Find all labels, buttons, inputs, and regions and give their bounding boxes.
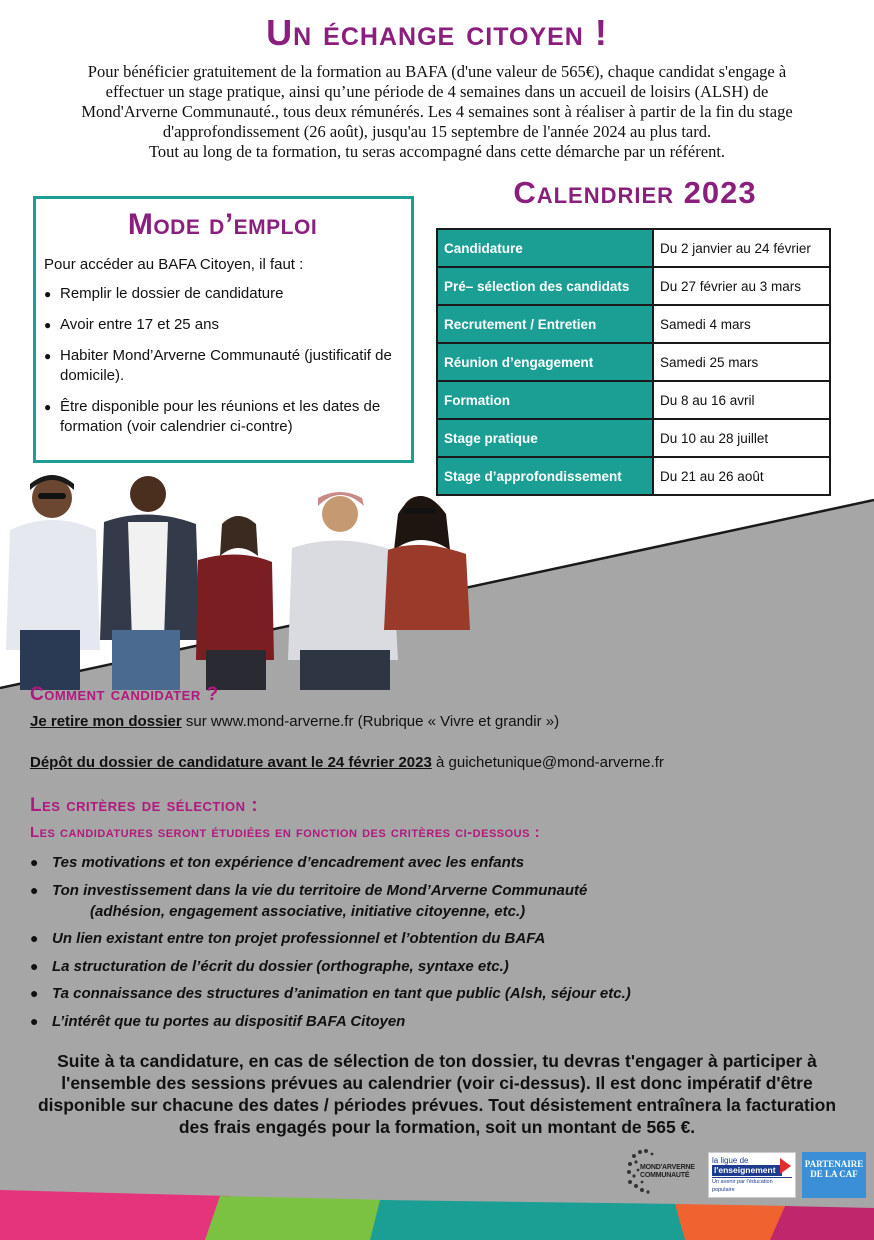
intro-line: d'approfondissement (26 août), jusqu'au 15 septembre de l'année 2024 au plus tard. (162, 122, 712, 141)
depot-dossier-line (30, 754, 664, 771)
list-item-text: Ta connaissance des structures d’animation en tant que public (Alsh, séjour etc.) (52, 985, 631, 1002)
bullet-icon: ● (30, 854, 39, 870)
criteres-list (30, 852, 830, 1038)
bottom-color-bands (0, 1190, 874, 1240)
bullet-icon: ● (30, 957, 39, 974)
calendar-label: Stage d’approfondissement (437, 457, 653, 495)
criteres-title: Les critères de sélection : (30, 795, 259, 816)
mode-emploi-list (44, 284, 401, 437)
bullet-icon: ● (30, 1012, 39, 1029)
bullet-icon: ● (30, 881, 39, 898)
retire-dossier-text: sur www.mond-arverne.fr (Rubrique « Vivre et grandir ») (181, 713, 560, 730)
list-item-text: Remplir le dossier de candidature (60, 285, 284, 302)
depot-dossier-text: à guichetunique@mond-arverne.fr (431, 754, 664, 771)
bullet-icon: ● (44, 287, 52, 301)
ligue-flag-icon (778, 1157, 792, 1175)
calendar-value: Du 8 au 16 avril (653, 381, 830, 419)
table-row (437, 343, 830, 381)
ligue-logo-line1: la ligue de (712, 1156, 749, 1165)
table-row (437, 267, 830, 305)
list-item (30, 852, 830, 873)
calendar-value: Samedi 25 mars (653, 343, 830, 381)
person-figure (384, 496, 470, 630)
list-item (30, 1011, 830, 1032)
list-item-text: Être disponible pour les réunions et les dates de formation (voir calendrier ci-contre) (60, 398, 381, 435)
calendar-value: Du 27 février au 3 mars (653, 267, 830, 305)
calendar-label: Candidature (437, 229, 653, 267)
mode-emploi-intro: Pour accéder au BAFA Citoyen, il faut : (44, 256, 304, 273)
mode-emploi-title: Mode d’emploi (127, 208, 318, 241)
final-notice: Suite à ta candidature, en cas de sélection de ton dossier, tu devras t'engager à participer à l'ensemble des sessions prévues au calendrier (voir ci-dessus). Il est donc impératif d'être disponible sur chacune des dates / périodes prévues. Tout désistement entraînera la facturation des frais engagés pour la formation, soit un montant de 565 €. (37, 1051, 837, 1137)
retire-dossier-label: Je retire mon dossier (30, 713, 182, 730)
retire-dossier-line (30, 713, 559, 730)
depot-dossier-label: Dépôt du dossier de candidature avant le 24 février 2023 (30, 754, 432, 771)
calendar-table (436, 228, 831, 496)
list-item-text: Habiter Mond’Arverne Communauté (justificatif de domicile). (60, 347, 392, 384)
list-item-subtext: (adhésion, engagement associative, initiative citoyenne, etc.) (90, 902, 526, 920)
calendar-value: Du 21 au 26 août (653, 457, 830, 495)
partenaire-caf-logo: PARTENAIRE DE LA CAF (802, 1152, 866, 1198)
list-item-text: L’intérêt que tu portes au dispositif BAFA Citoyen (52, 1012, 406, 1030)
list-item-text: La structuration de l’écrit du dossier (orthographe, syntaxe etc.) (52, 957, 509, 975)
bullet-icon: ● (30, 985, 39, 1001)
calendar-label: Réunion d’engagement (437, 343, 653, 381)
intro-line: Mond'Arverne Communauté., tous deux rémunérés. Les 4 semaines sont à réaliser à partir de la fin du stage (81, 102, 793, 121)
calendar-label: Formation (437, 381, 653, 419)
list-item (30, 880, 830, 922)
bullet-icon: ● (44, 400, 52, 414)
calendar-value: Du 10 au 28 juillet (653, 419, 830, 457)
ligue-logo-line2: l'enseignement (712, 1165, 782, 1176)
list-item (30, 956, 830, 977)
list-item (44, 284, 401, 304)
table-row (437, 419, 830, 457)
person-figure (100, 476, 200, 690)
list-item-text: Un lien existant entre ton projet professionnel et l’obtention du BAFA (52, 930, 546, 947)
calendar-value: Samedi 4 mars (653, 305, 830, 343)
table-row (437, 229, 830, 267)
mond-arverne-logo-text: MOND'ARVERNE COMMUNAUTÉ (640, 1164, 695, 1179)
person-figure (6, 475, 100, 690)
comment-candidater-title: Comment candidater ? (30, 684, 219, 705)
group-of-young-people-photo (0, 470, 480, 690)
ligue-logo-line3: Un avenir par l'éducation populaire (712, 1177, 792, 1194)
calendar-label: Stage pratique (437, 419, 653, 457)
calendar-label: Pré– sélection des candidats (437, 267, 653, 305)
intro-line: Tout au long de ta formation, tu seras accompagné dans cette démarche par un référent. (148, 142, 726, 161)
person-figure (196, 516, 274, 690)
intro-line: Pour bénéficier gratuitement de la formation au BAFA (d'une valeur de 565€), chaque candidat s'engage à (87, 62, 787, 81)
person-figure (288, 492, 398, 690)
list-item (44, 346, 401, 386)
bullet-icon: ● (30, 930, 39, 946)
list-item-text: Tes motivations et ton expérience d’encadrement avec les enfants (52, 854, 525, 871)
table-row (437, 305, 830, 343)
table-row (437, 457, 830, 495)
list-item-text: Avoir entre 17 et 25 ans (60, 316, 219, 333)
intro-paragraph (20, 62, 854, 162)
mode-emploi-box (33, 196, 414, 463)
calendar-label: Recrutement / Entretien (437, 305, 653, 343)
bullet-icon: ● (44, 349, 52, 363)
table-row (437, 381, 830, 419)
list-item (30, 928, 830, 949)
list-item (44, 315, 401, 335)
list-item-text: Ton investissement dans la vie du territoire de Mond’Arverne Communauté (52, 881, 588, 899)
page-title: Un échange citoyen ! (266, 12, 608, 53)
calendar-value: Du 2 janvier au 24 février (653, 229, 830, 267)
calendar-title: Calendrier 2023 (513, 175, 757, 210)
list-item (44, 397, 401, 437)
list-item (30, 983, 830, 1004)
bullet-icon: ● (44, 318, 52, 332)
intro-line: effectuer un stage pratique, ainsi qu’une période de 4 semaines dans un accueil de loisirs (ALSH) de (105, 82, 769, 101)
criteres-subtitle: Les candidatures seront étudiées en fonction des critères ci-dessous : (30, 824, 541, 841)
